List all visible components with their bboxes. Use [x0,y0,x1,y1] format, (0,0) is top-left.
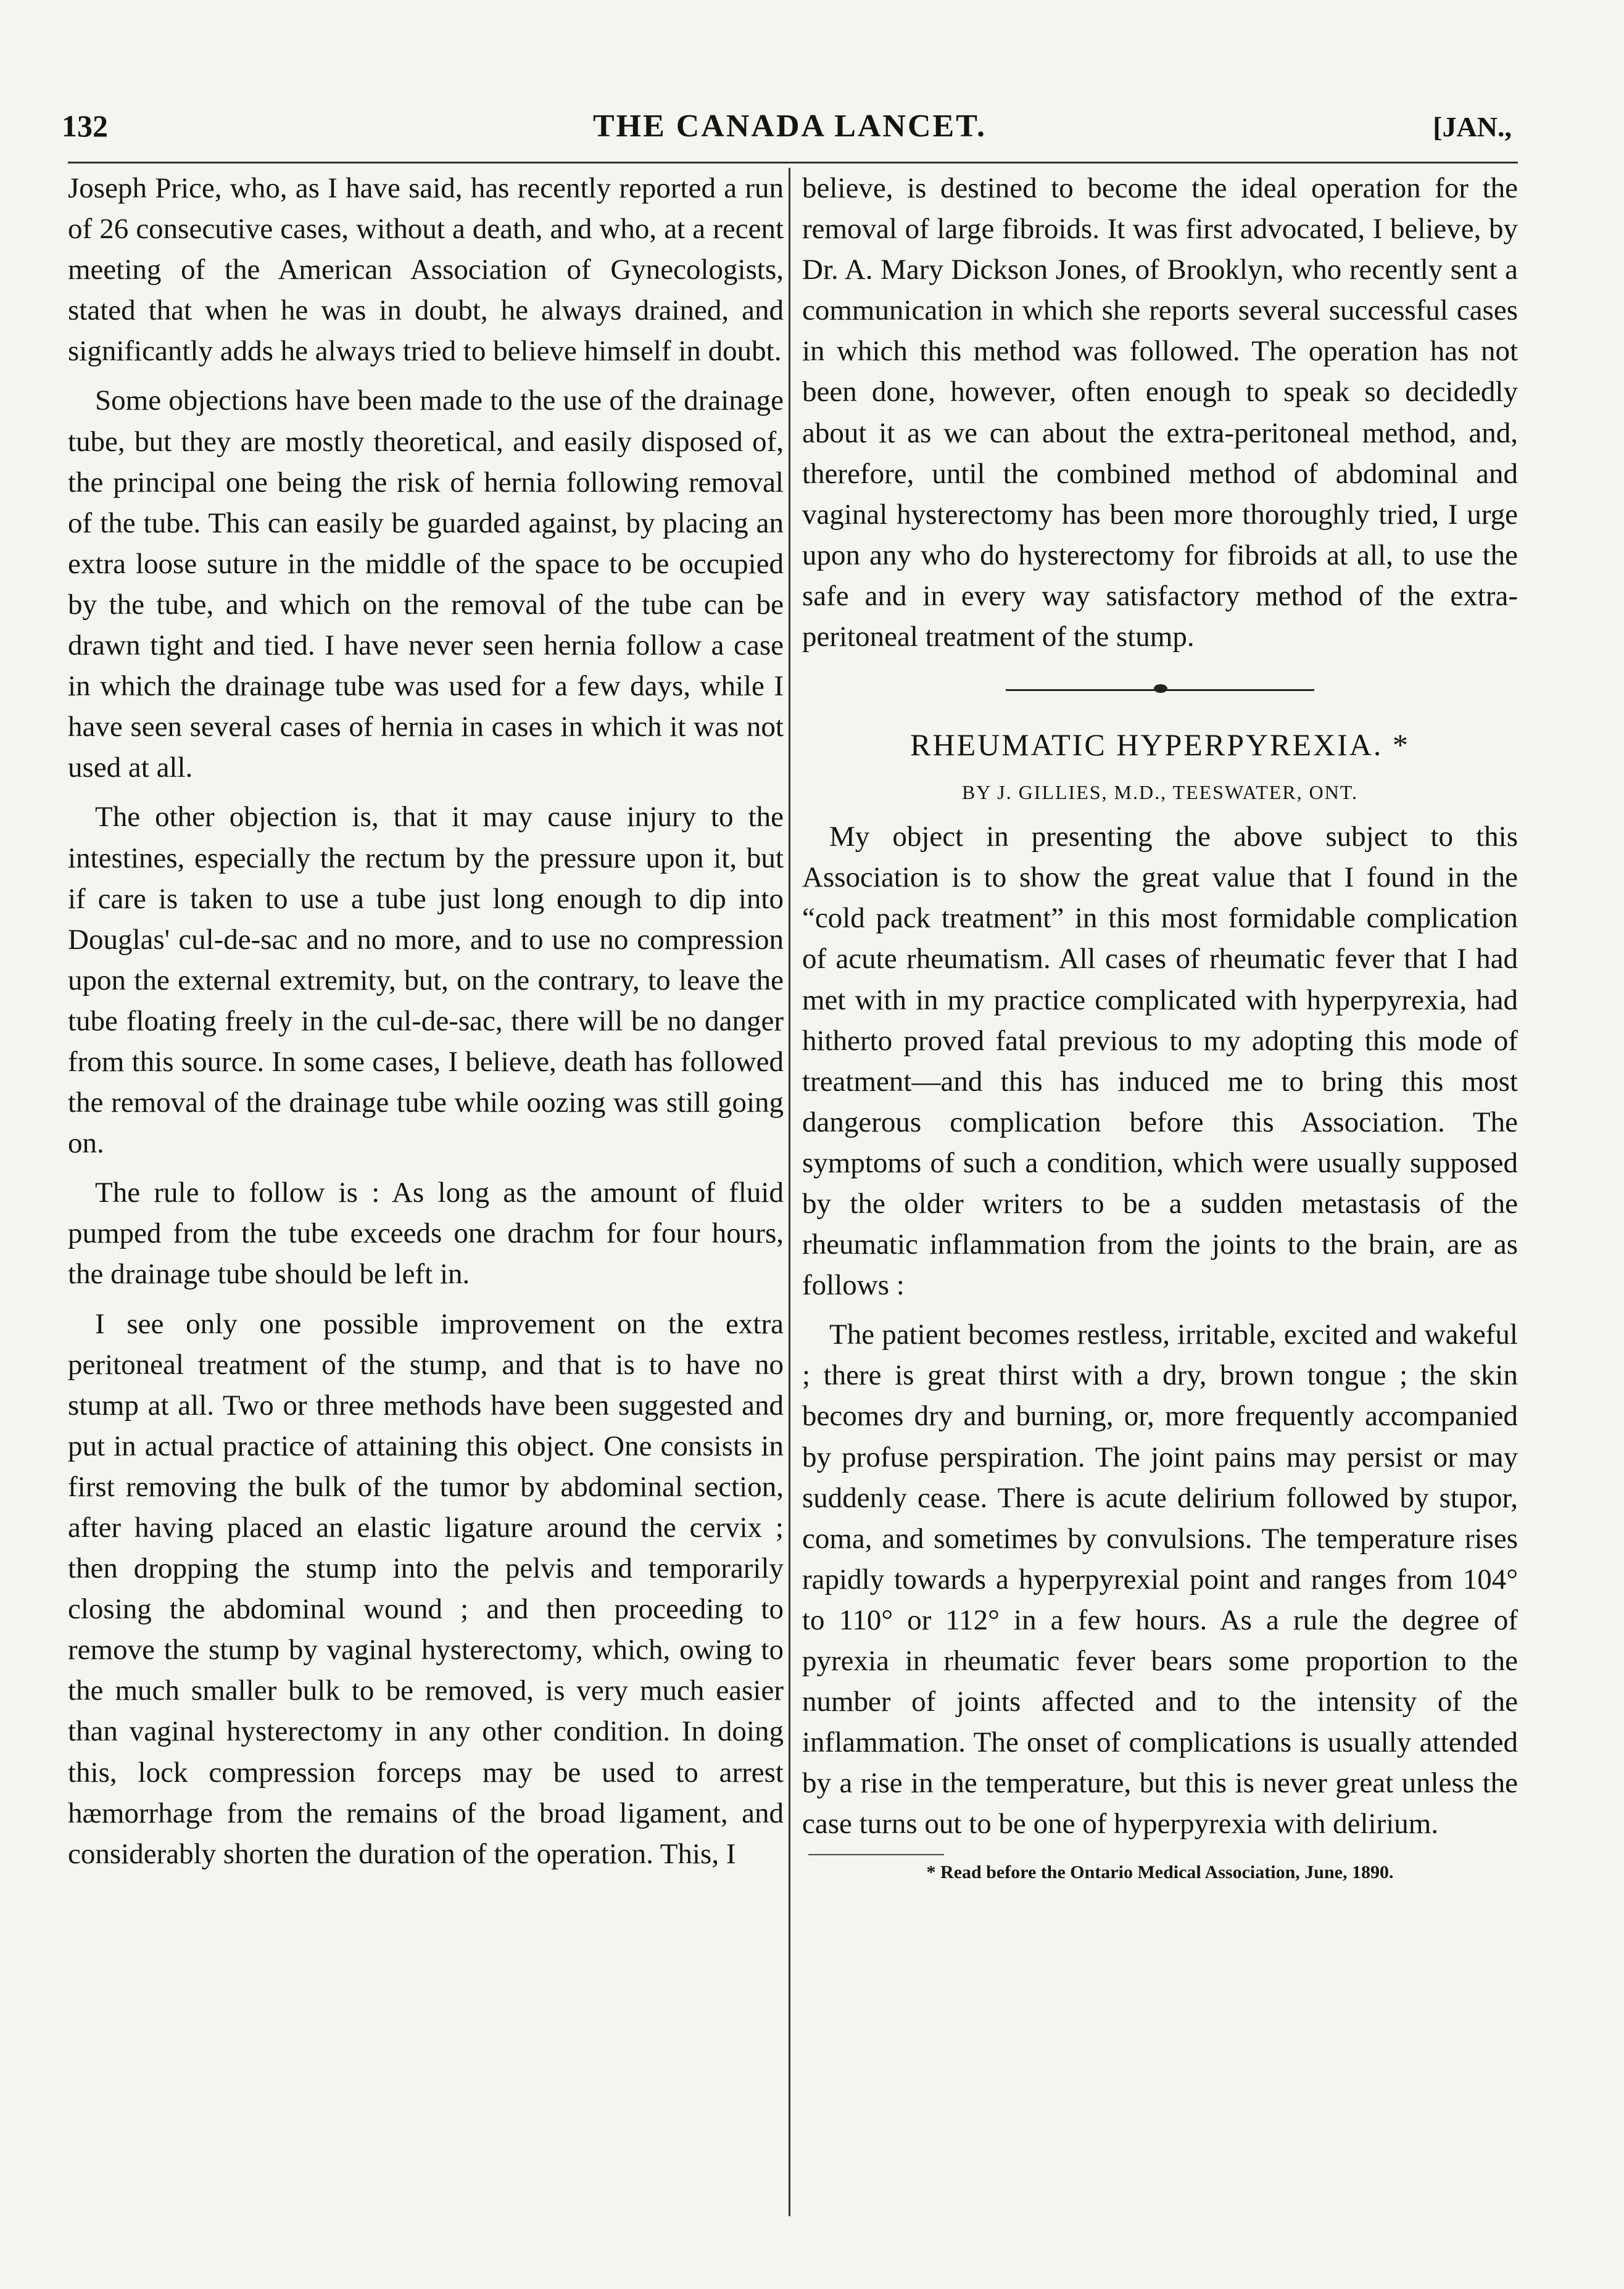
running-title: THE CANADA LANCET. [592,109,987,144]
paragraph: My object in presenting the above subject to this Association is to show the great value that I found in the “cold pack treatment” in this most formidable complication of acute rheumatism. All cases of rheumatic fever that I had met with in my practice complicated with hyperpyrexia, had hitherto proved fatal previous to my adopting this mode of treatment—and this has induced me to bring this most dangerous complication before this Association. The symptoms of such a condition, which were usually supposed by the older writers to be a sudden metastasis of the rheumatic inflammation from the joints to the brain, are as follows : [802,821,1518,1302]
column-divider [789,168,790,2216]
paragraph: The patient becomes restless, irritable, excited and wakeful ; there is great thirst with a dry, brown tongue ; the skin becomes dry and burning, or, more frequently accompanied by profuse perspiration. The joint pains may persist or may suddenly cease. There is acute delirium followed by stupor, coma, and sometimes by convulsions. The temperature rises rapidly towards a hyperpyrexial point and ranges from 104° to 110° or 112° in a few hours. As a rule the degree of pyrexia in rheumatic fever bears some proportion to the number of joints affected and to the intensity of the inflammation. The onset of complications is usually attended by a rise in the temperature, but this is never great unless the case turns out to be one of hyperpyrexia with delirium. [802,1318,1518,1840]
page-number: 132 [62,109,108,143]
article-byline: BY J. GILLIES, M.D., TEESWATER, ONT. [961,781,1359,804]
left-column [68,168,784,1874]
footnote-rule [808,1854,944,1855]
paragraph: The other objection is, that it may cause injury to the intestines, especially the rectum by the pressure upon it, but if care is taken to use a tube just long enough to dip into Douglas' cul-de-sac and no more, and to use no compression upon the external extremity, but, on the contrary, to leave the tube floating freely in the cul-de-sac, there will be no danger from this source. In some cases, I believe, death has followed the removal of the drainage tube while oozing was still going on. [68,801,784,1160]
paragraph: Joseph Price, who, as I have said, has recently reported a run of 26 consecutive cases, without a death, and who, at a recent meeting of the American Association of Gynecologists, stated that when he was in doubt, he always drained, and significantly adds he always tried to believe himself in doubt. [68,172,784,368]
paragraph: believe, is destined to become the ideal operation for the removal of large fibroids. It was first advocated, I believe, by Dr. A. Mary Dickson Jones, of Brooklyn, who recently sent a communication in which she reports several successful cases in which this method was followed. The operation has not been done, however, often enough to speak so decidedly about it as we can about the extra-peritoneal method, and, therefore, until the combined method of abdominal and vaginal hysterectomy has been more thoroughly tried, I urge upon any who do hysterectomy for fibroids at all, to use the safe and in every way satisfactory method of the extra-peritoneal treatment of the stump. [802,172,1518,653]
paragraph: The rule to follow is : As long as the amount of fluid pumped from the tube exceeds one drachm for four hours, the drainage tube should be left in. [68,1177,784,1291]
footnote: * Read before the Ontario Medical Association, June, 1890. [926,1862,1394,1883]
section-ornament [1006,671,1314,708]
issue-month: [JAN., [1433,111,1512,143]
paragraph: I see only one possible improvement on the extra peritoneal treatment of the stump, and that is to have no stump at all. Two or three methods have been suggested and put in actual practice of attaining this object. One consists in first removing the bulk of the tumor by abdominal section, after having placed an elastic ligature around the cervix ; then dropping the stump into the pelvis and temporarily closing the abdominal wound ; and then proceeding to remove the stump by vaginal hysterectomy, which, owing to the much smaller bulk to be removed, is very much easier than vaginal hysterectomy in any other condition. In doing this, lock compression forceps may be used to arrest hæmorrhage from the remains of the broad ligament, and considerably shorten the duration of the operation. This, I [68,1307,784,1870]
article-title: RHEUMATIC HYPERPYREXIA. * [910,727,1410,763]
paragraph: Some objections have been made to the use of the drainage tube, but they are mostly theoretical, and easily disposed of, the principal one being the risk of hernia following removal of the tube. This can easily be guarded against, by placing an extra loose suture in the middle of the space to be occupied by the tube, and which on the removal of the tube can be drawn tight and tied. I have never seen hernia follow a case in which the drainage tube was used for a few days, while I have seen several cases of hernia in cases in which it was not used at all. [68,384,784,784]
right-column [802,168,1518,1886]
page-header [62,108,1518,164]
header-rule [68,162,1518,164]
